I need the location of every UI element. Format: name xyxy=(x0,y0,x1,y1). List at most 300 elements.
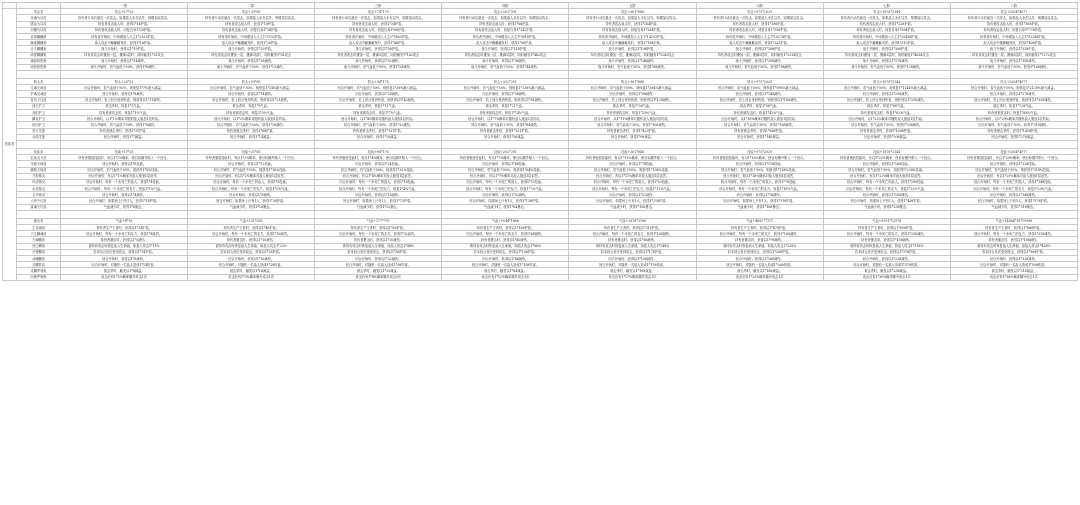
table-cell: 被击杀时，恢复1*128气血。 xyxy=(950,103,1077,109)
table-cell: 战斗开始时，获得以1*208减伤。 xyxy=(696,58,823,64)
table-cell: 回合开始时，获得1*58减益。 xyxy=(442,134,569,140)
section-stat: 气血+14884*18*19988 xyxy=(950,218,1077,224)
section-stat: 气血+131*263 xyxy=(188,218,315,224)
table-cell: 战斗开始时，获得以1*198护盾。 xyxy=(569,46,696,52)
spacer-cell xyxy=(823,210,950,218)
table-cell: 持有者被击杀时，获得1*1008护盾。 xyxy=(823,128,950,134)
section-stat: 气血+2818*3766 xyxy=(569,218,696,224)
table-cell: 回合开始时，每有一个未死亡的友方，恢复1*16%气血。 xyxy=(696,186,823,192)
table-cell: 回合开始时，获得以1*148减伤。 xyxy=(696,91,823,97)
table-cell: 战斗开始时，若气血低于50%，获得1*68减伤。 xyxy=(569,64,696,70)
table-cell: 回合开始时，若气血低于50%，则恢复1*116%最大减益。 xyxy=(442,85,569,91)
table-cell: 回合开始时，以1*11%概率对随机敌人施加1层灼烧。 xyxy=(569,116,696,122)
row-label: 龙威天地兽 xyxy=(17,161,61,167)
table-cell: 持有者攻击时叠加一层，叠满3层时，同时触发1*162攻击 xyxy=(315,52,442,58)
table-cell: 持有者施放技能时，有以1*2%概率，使目标额外陷入一个回合。 xyxy=(188,155,315,161)
table-cell: 被击杀时，恢复1*58气血。 xyxy=(696,103,823,109)
table-cell: 持有者开始时，中场增加入大主1*9918护盾。 xyxy=(442,33,569,39)
table-cell: 回合开始时，获得以1*14减伤。 xyxy=(188,91,315,97)
table-cell: 持有者暴击时，获得以1*10减伤。 xyxy=(188,237,315,243)
table-cell: 持有者被击杀时，获得1*668护盾。 xyxy=(696,128,823,134)
table-cell: 回合开始时，若上回合受到伤害，则获得以1*258减伤。 xyxy=(823,97,950,103)
table-cell: 持有者攻击敌人时，回复自身1*68护盾。 xyxy=(315,27,442,33)
table-cell: 回合开始时，获得以1*8减伤。 xyxy=(188,192,315,198)
section-stat: 攻击+202*391 xyxy=(442,9,569,15)
table-cell: 持有者攻击敌人时，获得1*228护盾。 xyxy=(823,21,950,27)
table-cell: 回合开始时，若上回合受到伤害，则获得以1*42减伤。 xyxy=(315,97,442,103)
table-cell: 持有者行动后最近一次攻击，如果敌人未在以外，则增加以攻击。 xyxy=(315,15,442,21)
table-cell: 持有者行动后最近一次攻击，如果敌人未在以外，则增加以攻击。 xyxy=(188,15,315,21)
table-cell: 回合开始时，对随机一名敌人造成1*56伤害。 xyxy=(315,262,442,268)
table-cell: 回合开始时，以1*16%概率对随机敌人施加1层灼烧。 xyxy=(696,116,823,122)
table-cell: 持有者生产王者时，获得以1*658护盾。 xyxy=(823,225,950,231)
row-label: 麟炎护卫 xyxy=(17,116,61,122)
spacer-cell xyxy=(315,210,442,218)
row-label: 冰魄麟兽 xyxy=(17,255,61,261)
table-cell: 回合开始时，如果场上只有1人，获得1*318护盾。 xyxy=(696,198,823,204)
table-cell: 回合开始时，对随机一名敌人造成1*508伤害。 xyxy=(950,262,1077,268)
row-label: 生灵魂兽 xyxy=(17,225,61,231)
table-cell: 回合开始时，每有一个未死亡的友方，获得1*16减伤。 xyxy=(188,231,315,237)
table-cell: 回合开始时，若气血低于50%，则获得1*8%技能。 xyxy=(61,167,188,173)
table-cell: 若本回合首次受到攻击，获得以1*268护盾。 xyxy=(696,249,823,255)
table-cell: 回合开始时，每有一个未死亡的友方，获得1*8减伤。 xyxy=(61,231,188,237)
table-cell: 持有者生产王者时，获得以1*48护盾。 xyxy=(188,225,315,231)
table-cell: 回合开始时，获得1*148减益。 xyxy=(696,134,823,140)
table-cell: 回合开始时，以1*7%概率对随机敌人施加1层灼烧。 xyxy=(442,116,569,122)
table-cell: 战斗开始时，若气血低于50%，获得1*13减伤。 xyxy=(188,64,315,70)
table-cell: 持有者攻击时叠加一层，叠满3层时，同时触发1*7272攻击 xyxy=(950,52,1077,58)
table-cell: 回合开始时，以1*1%概率对随机敌人施加1层灼烧。 xyxy=(61,116,188,122)
column-header-cell: 八阶 xyxy=(950,3,1077,9)
table-cell: 持有者攻击敌人时，获得1*14护盾。 xyxy=(61,21,188,27)
table-cell: 回合开始时，以1*2%概率对随机敌人施加1层灼烧。 xyxy=(188,116,315,122)
spacer-cell xyxy=(696,140,823,148)
table-cell: 回合开始时，每有一个未死亡的友方，恢复1*4%气血。 xyxy=(315,186,442,192)
table-cell: 被击杀时，触发以1*32减益。 xyxy=(315,268,442,274)
row-label: 回圆罗刹鬼 xyxy=(17,274,61,280)
table-cell: 回合开始时，每有一个未死亡的友方，获得1*318减伤。 xyxy=(950,231,1077,237)
column-header-cell: 四阶 xyxy=(442,3,569,9)
row-label: 轮回护卫 xyxy=(17,122,61,128)
table-cell: 回合开始时，有以1*29%概率对敌人施加1层诅咒。 xyxy=(950,173,1077,179)
table-cell: 攻击后有1*23%概率额外攻击1次 xyxy=(696,274,823,280)
table-cell: 回合开始时，对随机一名敌人造成1*14伤害。 xyxy=(61,262,188,268)
row-label: 混沌灵天兽 xyxy=(17,155,61,161)
section-stat: 攻击+17*25 xyxy=(61,9,188,15)
table-cell: 战斗开始时，获得以1*28减伤。 xyxy=(188,58,315,64)
table-cell: 回合开始时，每有一个未死亡的敌人，获得1*78技能。 xyxy=(696,179,823,185)
table-cell: 持有者被击杀时，获得1*423护盾。 xyxy=(569,128,696,134)
table-cell: 回合开始时，每有一个未死亡的友方，恢复1*2%气血。 xyxy=(188,186,315,192)
table-cell: 被击杀时，恢复1*36气血。 xyxy=(569,103,696,109)
section-stat: 气血+8791*12578 xyxy=(823,218,950,224)
spacer-cell xyxy=(442,140,569,148)
spacer-cell xyxy=(950,140,1077,148)
table-cell: 持有者被击杀时，获得1*251护盾。 xyxy=(442,128,569,134)
section-title: 防头类 xyxy=(17,79,61,85)
table-cell: 被持有攻击时恢复敌人生命值，如敌人攻击1*228% xyxy=(696,243,823,249)
section-stat: 技能+975*2029 xyxy=(696,148,823,154)
section-stat: 防头+361*848 xyxy=(569,79,696,85)
table-cell: 持有者被攻击时，恢复1*1%气血。 xyxy=(61,110,188,116)
table-cell: 战斗开始时，若气血低于50%，获得1*24减伤。 xyxy=(315,64,442,70)
table-cell: 持有者被攻击时，恢复1*7%气血。 xyxy=(315,110,442,116)
table-cell: 回合开始时，若气血低于30%，获得1*108减伤。 xyxy=(569,122,696,128)
section-title: 技能类 xyxy=(17,148,61,154)
table-cell: 持有者开始时，中场增加入大主1*14203护盾。 xyxy=(569,33,696,39)
table-cell: 持有者被攻击时，恢复1*3%气血。 xyxy=(188,110,315,116)
table-cell: 回合开始时，获得以1*32减伤。 xyxy=(315,255,442,261)
table-cell: 回合开始时，如果场上只有1人，获得1*18护盾。 xyxy=(61,198,188,204)
table-cell: 若本回合首次受到攻击，获得以1*14护盾。 xyxy=(61,249,188,255)
table-cell: 回合开始时，若气血低于50%，则获得1*238%技能。 xyxy=(823,167,950,173)
table-cell: 持有者施放技能时，有以1*4%概率，使目标额外陷入一个回合。 xyxy=(315,155,442,161)
table-cell: 回合开始时，获得1*208减益。 xyxy=(823,134,950,140)
section-stat: 攻击+35*85 xyxy=(188,9,315,15)
table-cell: 攻击后有1*3%概率额外攻击1次 xyxy=(61,274,188,280)
table-cell: 回合开始时，获得1*98减益。 xyxy=(569,134,696,140)
row-label: 鹏程天地兽 xyxy=(17,167,61,173)
table-cell: 回合开始时，有以1*16%概率对敌人施加1层诅咒。 xyxy=(696,173,823,179)
table-cell: 回合开始时，获得以1*16减伤。 xyxy=(315,192,442,198)
row-label: 冥火龙蛋 xyxy=(17,128,61,134)
table-cell: 回合开始时，获得以1*32减伤。 xyxy=(442,192,569,198)
table-cell: 持有者被攻击时，恢复1*62%气血。 xyxy=(823,110,950,116)
table-cell: 若本回合首次受到攻击，获得以1*56护盾。 xyxy=(315,249,442,255)
table-cell: 持有者生产王者时，获得以1*868护盾。 xyxy=(950,225,1077,231)
table-cell: 被击杀时，触发以1*318减益。 xyxy=(950,268,1077,274)
table-cell: 战斗开始时，获得以1*358减伤。 xyxy=(950,58,1077,64)
table-cell: 敌人攻击中藤藤触发时，获得1*158护盾。 xyxy=(569,40,696,46)
section-spacer xyxy=(3,210,1078,218)
section-stat: 技能+2634*4977 xyxy=(950,148,1077,154)
table-cell: 被击杀时，恢复1*11气血。 xyxy=(315,103,442,109)
column-header-cell: 七阶 xyxy=(823,3,950,9)
data-sheet xyxy=(2,2,1078,281)
table-cell: 回合开始时，获得以1*48技能。 xyxy=(442,161,569,167)
spacer-cell xyxy=(315,71,442,79)
table-cell: 回合开始时，每有一个未死亡的友方，获得1*238减伤。 xyxy=(823,231,950,237)
section-stat: 技能+94*176 xyxy=(315,148,442,154)
spacer-cell xyxy=(188,71,315,79)
table-cell: 战斗开始时，获得以1*528护盾。 xyxy=(950,46,1077,52)
table-cell: 持有者攻击敌人时，回复自身1*564护盾。 xyxy=(823,27,950,33)
row-label: 暗影狼影狼 xyxy=(17,64,61,70)
table-cell: 回合开始时，若上回合受到伤害，则获得以1*21减伤。 xyxy=(188,97,315,103)
row-label: 迷尘护卫 xyxy=(17,103,61,109)
column-header-cell: 三阶 xyxy=(315,3,442,9)
section-stat: 气血+4882*7317 xyxy=(696,218,823,224)
table-cell: 持有者开始时，中场增加入大主1*25436护盾。 xyxy=(823,33,950,39)
table-cell: 回合开始时，每有一个未死亡的敌人，获得1*4技能。 xyxy=(61,179,188,185)
table-cell: 战斗开始时，获得以1*278减伤。 xyxy=(823,58,950,64)
table-cell: 被持有攻击时恢复敌人生命值，如敌人攻击1*44% xyxy=(315,243,442,249)
table-cell: 回合开始时，若气血低于30%，获得1*8减伤。 xyxy=(61,122,188,128)
table-cell: 气血减少时，获得1*16暴击。 xyxy=(188,204,315,210)
table-cell: 回合开始时，若气血低于50%，则获得1*16%技能。 xyxy=(188,167,315,173)
spacer-cell xyxy=(188,210,315,218)
table-cell: 持有者生产王者时，获得以1*318护盾。 xyxy=(569,225,696,231)
row-label: 回魔为以攻 xyxy=(17,27,61,33)
table-cell: 战斗开始时，获得以1*29护盾。 xyxy=(188,46,315,52)
table-cell: 战斗开始时，若气血低于50%，获得1*128减伤。 xyxy=(823,64,950,70)
table-cell: 回合开始时，获得1*28减益。 xyxy=(315,134,442,140)
row-label: 玉华精灵 xyxy=(17,192,61,198)
table-cell: 回合开始时，有以1*1%概率对敌人施加1层诅咒。 xyxy=(61,173,188,179)
table-cell: 回合开始时，获得以1*8减伤。 xyxy=(61,255,188,261)
table-cell: 持有者被攻击时，恢复1*42%气血。 xyxy=(696,110,823,116)
table-cell: 回合开始时，每有一个未死亡的友方，获得1*32减伤。 xyxy=(315,231,442,237)
table-cell: 回合开始时，若气血低于50%，则恢复1*598%最大减益。 xyxy=(696,85,823,91)
table-cell: 回合开始时，对随机一名敌人造成1*178伤害。 xyxy=(569,262,696,268)
row-label: 鸿蒙麟麟狼 xyxy=(17,52,61,58)
table-cell: 回合开始时，如果场上只有1人，获得1*72护盾。 xyxy=(315,198,442,204)
row-label: 嗜血为以攻 xyxy=(17,21,61,27)
table-cell: 回合开始时，每有一个未死亡的敌人，获得1*148技能。 xyxy=(950,179,1077,185)
section-stat: 防头+53*85 xyxy=(188,79,315,85)
table-cell: 若本回合首次受到攻击，获得以1*178护盾。 xyxy=(569,249,696,255)
table-cell: 被持有攻击时恢复敌人生命值，如敌人攻击1*428% xyxy=(950,243,1077,249)
table-cell: 持有者施放技能时，有以1*1%概率，使目标额外陷入一个回合。 xyxy=(61,155,188,161)
table-cell: 回合开始时，每有一个未死亡的友方，恢复1*11%气血。 xyxy=(569,186,696,192)
table-cell: 回合开始时，每有一个未死亡的友方，恢复1*1%气血。 xyxy=(61,186,188,192)
table-cell: 回合开始时，如果场上只有1人，获得1*36护盾。 xyxy=(188,198,315,204)
section-stat: 气血+8*16 xyxy=(61,218,188,224)
spacer-cell xyxy=(442,71,569,79)
table-cell: 回合开始时，有以1*7%概率对敌人施加1层诅咒。 xyxy=(442,173,569,179)
table-cell: 回合开始时，获得以1*78技能。 xyxy=(569,161,696,167)
table-cell: 持有者攻击时叠加一层，叠满3层时，同时触发1*482攻击 xyxy=(442,52,569,58)
table-cell: 回合开始时，获得以1*278减伤。 xyxy=(950,91,1077,97)
table-cell: 回合开始时，若气血低于30%，获得1*168减伤。 xyxy=(696,122,823,128)
table-cell: 回合开始时，以1*22%概率对随机敌人施加1层灼烧。 xyxy=(823,116,950,122)
table-cell: 回合开始时，获得以1*118技能。 xyxy=(696,161,823,167)
section-stat: 防头+202*391 xyxy=(442,79,569,85)
spacer-cell xyxy=(950,71,1077,79)
table-cell: 被击杀时，触发以1*108减益。 xyxy=(569,268,696,274)
table-cell: 若本回合首次受到攻击，获得以1*378护盾。 xyxy=(823,249,950,255)
table-cell: 持有者攻击敌人时，获得1*368护盾。 xyxy=(950,21,1077,27)
table-cell: 回合开始时，获得以1*6技能。 xyxy=(61,161,188,167)
table-cell: 回合开始时，若气血低于50%，则获得1*64%技能。 xyxy=(442,167,569,173)
table-cell: 持有者开始时，中场增加入大主1*32288护盾。 xyxy=(950,33,1077,39)
table-cell: 持有者攻击敌人时，获得1*198护盾。 xyxy=(696,21,823,27)
table-cell: 回合开始时，获得以1*108减伤。 xyxy=(569,255,696,261)
table-cell: 持有者攻击敌人时，回复自身1*142护盾。 xyxy=(442,27,569,33)
section-stat: 技能+1876*3144 xyxy=(823,148,950,154)
table-cell: 回合开始时，每有一个未死亡的敌人，获得1*108技能。 xyxy=(823,179,950,185)
table-cell: 持有者被击杀时，获得1*131护盾。 xyxy=(315,128,442,134)
table-cell: 回合开始时，获得1*278减益。 xyxy=(950,134,1077,140)
sheet-body xyxy=(3,9,1078,281)
table-cell: 回合开始时，以1*4%概率对随机敌人施加1层灼烧。 xyxy=(315,116,442,122)
table-cell: 回合开始时，如果场上只有1人，获得1*578护盾。 xyxy=(950,198,1077,204)
column-header-cell: 六阶 xyxy=(696,3,823,9)
table-cell: 持有者施放技能时，有以1*7%概率，使目标额外陷入一个回合。 xyxy=(442,155,569,161)
table-cell: 被持有攻击时恢复敌人生命值，如敌人攻击1*148% xyxy=(569,243,696,249)
row-label: 月影精灵 xyxy=(17,173,61,179)
table-cell: 回合开始时，获得以1*168减伤。 xyxy=(696,255,823,261)
table-cell: 回合开始时，对随机一名敌人造成1*268伤害。 xyxy=(696,262,823,268)
table-cell: 战斗开始时，若气血低于50%，获得1*168减伤。 xyxy=(950,64,1077,70)
table-cell: 持有者被击杀时，获得1*68护盾。 xyxy=(188,128,315,134)
column-header-cell: 二阶 xyxy=(188,3,315,9)
category-label: 技能类 xyxy=(3,9,17,281)
table-cell: 回合开始时，若气血低于50%，则恢复1*284%最大减益。 xyxy=(569,85,696,91)
row-label: 大伊天灯兽 xyxy=(17,198,61,204)
table-cell: 回合开始时，有以1*2%概率对敌人施加1层诅咒。 xyxy=(188,173,315,179)
spacer-cell xyxy=(823,140,950,148)
table-cell: 回合开始时，获得以1*108减伤。 xyxy=(823,192,950,198)
table-cell: 回合开始时，每有一个未死亡的敌人，获得1*8技能。 xyxy=(188,179,315,185)
table-cell: 被击杀时，触发以1*8减益。 xyxy=(61,268,188,274)
table-cell: 持有者攻击时叠加一层，叠满3层时，同时触发1*31攻击 xyxy=(61,52,188,58)
table-cell: 战斗开始时，若气血低于50%，获得1*44减伤。 xyxy=(442,64,569,70)
table-cell: 敌人攻击中藤藤触发时，获得1*408护盾。 xyxy=(950,40,1077,46)
table-cell: 战斗开始时，获得以1*118护盾。 xyxy=(442,46,569,52)
table-cell: 持有者施放技能时，有以1*22%概率，使目标额外陷入一个回合。 xyxy=(823,155,950,161)
table-cell: 回合开始时，若气血低于50%，则恢复1*1144%最大减益。 xyxy=(823,85,950,91)
row-label: 水灵精灵 xyxy=(17,186,61,192)
table-cell: 若本回合首次受到攻击，获得以1*28护盾。 xyxy=(188,249,315,255)
table-cell: 持有者攻击敌人时，回复自身1*28护盾。 xyxy=(61,27,188,33)
table-cell: 气血减少时，获得1*238暴击。 xyxy=(823,204,950,210)
table-cell: 持有者行动后最近一次攻击，如果敌人未在以外，则增加以攻击。 xyxy=(696,15,823,21)
table-cell: 回合开始时，如果场上只有1人，获得1*138护盾。 xyxy=(442,198,569,204)
row-label: 冷婴麟兽 xyxy=(17,249,61,255)
spacer-cell xyxy=(17,140,61,148)
spacer-cell xyxy=(188,140,315,148)
table-cell: 回合开始时，有以1*4%概率对敌人施加1层诅咒。 xyxy=(315,173,442,179)
table-cell: 持有者生产王者时，获得以1*24护盾。 xyxy=(61,225,188,231)
row-label: 天魂麟兽 xyxy=(17,237,61,243)
table-cell: 回合开始时，有以1*11%概率对敌人施加1层诅咒。 xyxy=(569,173,696,179)
table-cell: 敌人攻击中藤藤触发时，获得1*225护盾。 xyxy=(696,40,823,46)
table-cell: 持有者攻击敌人时，获得1*18护盾。 xyxy=(188,21,315,27)
table-cell: 气血减少时，获得1*108暴击。 xyxy=(569,204,696,210)
table-cell: 被击杀时，触发以1*168减益。 xyxy=(696,268,823,274)
table-cell: 若本回合首次受到攻击，获得以1*508护盾。 xyxy=(950,249,1077,255)
table-cell: 持有者被击杀时，获得1*31护盾。 xyxy=(61,128,188,134)
table-cell: 持有者生产王者时，获得以1*478护盾。 xyxy=(696,225,823,231)
table-cell: 回合开始时，获得以1*16减伤。 xyxy=(188,255,315,261)
spacer-cell xyxy=(61,140,188,148)
table-cell: 回合开始时，每有一个未死亡的敌人，获得1*32技能。 xyxy=(442,179,569,185)
table-cell: 持有者暴击时，获得以1*138减伤。 xyxy=(823,237,950,243)
table-cell: 被持有攻击时恢复敌人生命值，如敌人攻击1*11% xyxy=(61,243,188,249)
spacer-cell xyxy=(569,210,696,218)
table-cell: 战斗开始时，获得以1*19护盾。 xyxy=(61,46,188,52)
row-label: 灵麟梦兽 xyxy=(17,262,61,268)
spacer-cell xyxy=(696,210,823,218)
spacer-cell xyxy=(17,71,61,79)
section-title: 攻击类 xyxy=(17,9,61,15)
table-cell: 持有者暴击时，获得以1*5减伤。 xyxy=(61,237,188,243)
table-cell: 持有者行动后最近一次攻击，如果敌人未在以外，则增加以攻击。 xyxy=(823,15,950,21)
section-stat: 气血+377*797 xyxy=(315,218,442,224)
table-cell: 气血减少时，获得1*168暴击。 xyxy=(696,204,823,210)
table-cell: 战斗开始时，获得以1*58护盾。 xyxy=(315,46,442,52)
spacer-cell xyxy=(61,71,188,79)
table-cell: 敌人攻击中藤藤触发时，获得1*96护盾。 xyxy=(442,40,569,46)
table-cell: 攻击后有1*38%概率额外攻击1次 xyxy=(950,274,1077,280)
table-cell: 气血减少时，获得1*32暴击。 xyxy=(315,204,442,210)
spacer-cell xyxy=(569,71,696,79)
table-cell: 回合开始时，以1*29%概率对随机敌人施加1层灼烧。 xyxy=(950,116,1077,122)
row-label: 冰晶龙蛋 xyxy=(17,134,61,140)
table-cell: 回合开始时，获得以1*58减伤。 xyxy=(442,91,569,97)
table-cell: 回合开始时，若气血低于30%，获得1*16减伤。 xyxy=(188,122,315,128)
row-label: 晋神麟麟狼 xyxy=(17,33,61,39)
table-cell: 回合开始时，获得以1*238减伤。 xyxy=(823,255,950,261)
row-label: 尧阳护卫 xyxy=(17,110,61,116)
table-cell: 持有者攻击敌人时，回复自身1*778护盾。 xyxy=(950,27,1077,33)
section-stat: 攻击+74*170 xyxy=(315,9,442,15)
row-label: 天生麟魂兽 xyxy=(17,231,61,237)
table-cell: 持有者攻击敌人时，获得1*88护盾。 xyxy=(442,21,569,27)
section-stat: 防头+2634*4977 xyxy=(950,79,1077,85)
table-cell: 持有者行动后最近一次攻击，如果敌人未在以外，则增加以攻击。 xyxy=(569,15,696,21)
table-cell: 回合开始时，获得以1*28减伤。 xyxy=(315,91,442,97)
section-stat: 防头+975*2029 xyxy=(696,79,823,85)
table-cell: 战斗开始时，获得以1*288护盾。 xyxy=(696,46,823,52)
table-cell: 持有者攻击时叠加一层，叠满3层时，同时触发1*61攻击 xyxy=(188,52,315,58)
table-cell: 持有者攻击时叠加一层，叠满3层时，同时触发1*1243攻击 xyxy=(569,52,696,58)
table-cell: 持有者施放技能时，有以1*29%概率，使目标额外陷入一个回合。 xyxy=(950,155,1077,161)
row-label: 藤蔓麟麟狼 xyxy=(17,40,61,46)
row-label: 魂源狼影狼 xyxy=(17,58,61,64)
table-cell: 持有者开始时，中场增加入大主1*3702护盾。 xyxy=(188,33,315,39)
table-cell: 敌人攻击中藤藤触发时，获得1*48护盾。 xyxy=(315,40,442,46)
table-cell: 战斗开始时，获得以1*398护盾。 xyxy=(823,46,950,52)
table-cell: 战斗开始时，若气血低于50%，获得1*98减伤。 xyxy=(696,64,823,70)
table-cell: 持有者被攻击时，恢复1*14%气血。 xyxy=(442,110,569,116)
table-cell: 回合开始时，若气血低于30%，获得1*32减伤。 xyxy=(315,122,442,128)
table-cell: 被击杀时，触发以1*238减益。 xyxy=(823,268,950,274)
table-cell: 回合开始时，若上回合受到伤害，则获得以1*188减伤。 xyxy=(696,97,823,103)
table-cell: 回合开始时，若气血低于30%，获得1*238减伤。 xyxy=(823,122,950,128)
column-header-cell: 一阶 xyxy=(61,3,188,9)
table-cell: 持有者攻击敌人时，回复自身1*34护盾。 xyxy=(188,27,315,33)
table-cell: 回合开始时，对随机一名敌人造成1*28伤害。 xyxy=(188,262,315,268)
table-cell: 回合开始时，若气血低于50%，则获得1*318%技能。 xyxy=(950,167,1077,173)
table-cell: 持有者攻击时叠加一层，叠满3层时，同时触发1*2314攻击 xyxy=(696,52,823,58)
table-cell: 被击杀时，触发以1*64减益。 xyxy=(442,268,569,274)
table-cell: 回合开始时，若气血低于50%，则恢复1*7%最大减益。 xyxy=(61,85,188,91)
row-label: 独尘麟兽 xyxy=(17,243,61,249)
table-cell: 敌人攻击中藤藤触发时，获得1*310护盾。 xyxy=(823,40,950,46)
table-cell: 回合开始时，每有一个未死亡的友方，获得1*64减伤。 xyxy=(442,231,569,237)
spacer-cell xyxy=(696,71,823,79)
table-cell: 回合开始时，若气血低于50%，则恢复1*38%最大减益。 xyxy=(315,85,442,91)
table-cell: 攻击后有1*8%概率额外攻击1次 xyxy=(315,274,442,280)
table-cell: 回合开始时，获得以1*168技能。 xyxy=(823,161,950,167)
table-cell: 回合开始时，获得以1*208减伤。 xyxy=(823,91,950,97)
table-cell: 持有者施放技能时，有以1*11%概率，使目标额外陷入一个回合。 xyxy=(569,155,696,161)
table-cell: 回合开始时，获得以1*78减伤。 xyxy=(696,192,823,198)
table-cell: 回合开始时，每有一个未死亡的敌人，获得1*16技能。 xyxy=(315,179,442,185)
table-cell: 回合开始时，获得以1*52减伤。 xyxy=(569,192,696,198)
table-cell: 被持有攻击时恢复敌人生命值，如敌人攻击1*22% xyxy=(188,243,315,249)
table-cell: 回合开始时，如果场上只有1人，获得1*218护盾。 xyxy=(569,198,696,204)
row-label: 北斗麟麟狼 xyxy=(17,46,61,52)
table-cell: 持有者暴击时，获得以1*188减伤。 xyxy=(950,237,1077,243)
table-cell: 回合开始时，每有一个未死亡的友方，恢复1*7%气血。 xyxy=(442,186,569,192)
table-cell: 持有者生产王者时，获得以1*188护盾。 xyxy=(442,225,569,231)
table-cell: 回合开始时，有以1*22%概率对敌人施加1层诅咒。 xyxy=(823,173,950,179)
table-cell: 回合开始时，若上回合受到伤害，则获得以1*128减伤。 xyxy=(569,97,696,103)
